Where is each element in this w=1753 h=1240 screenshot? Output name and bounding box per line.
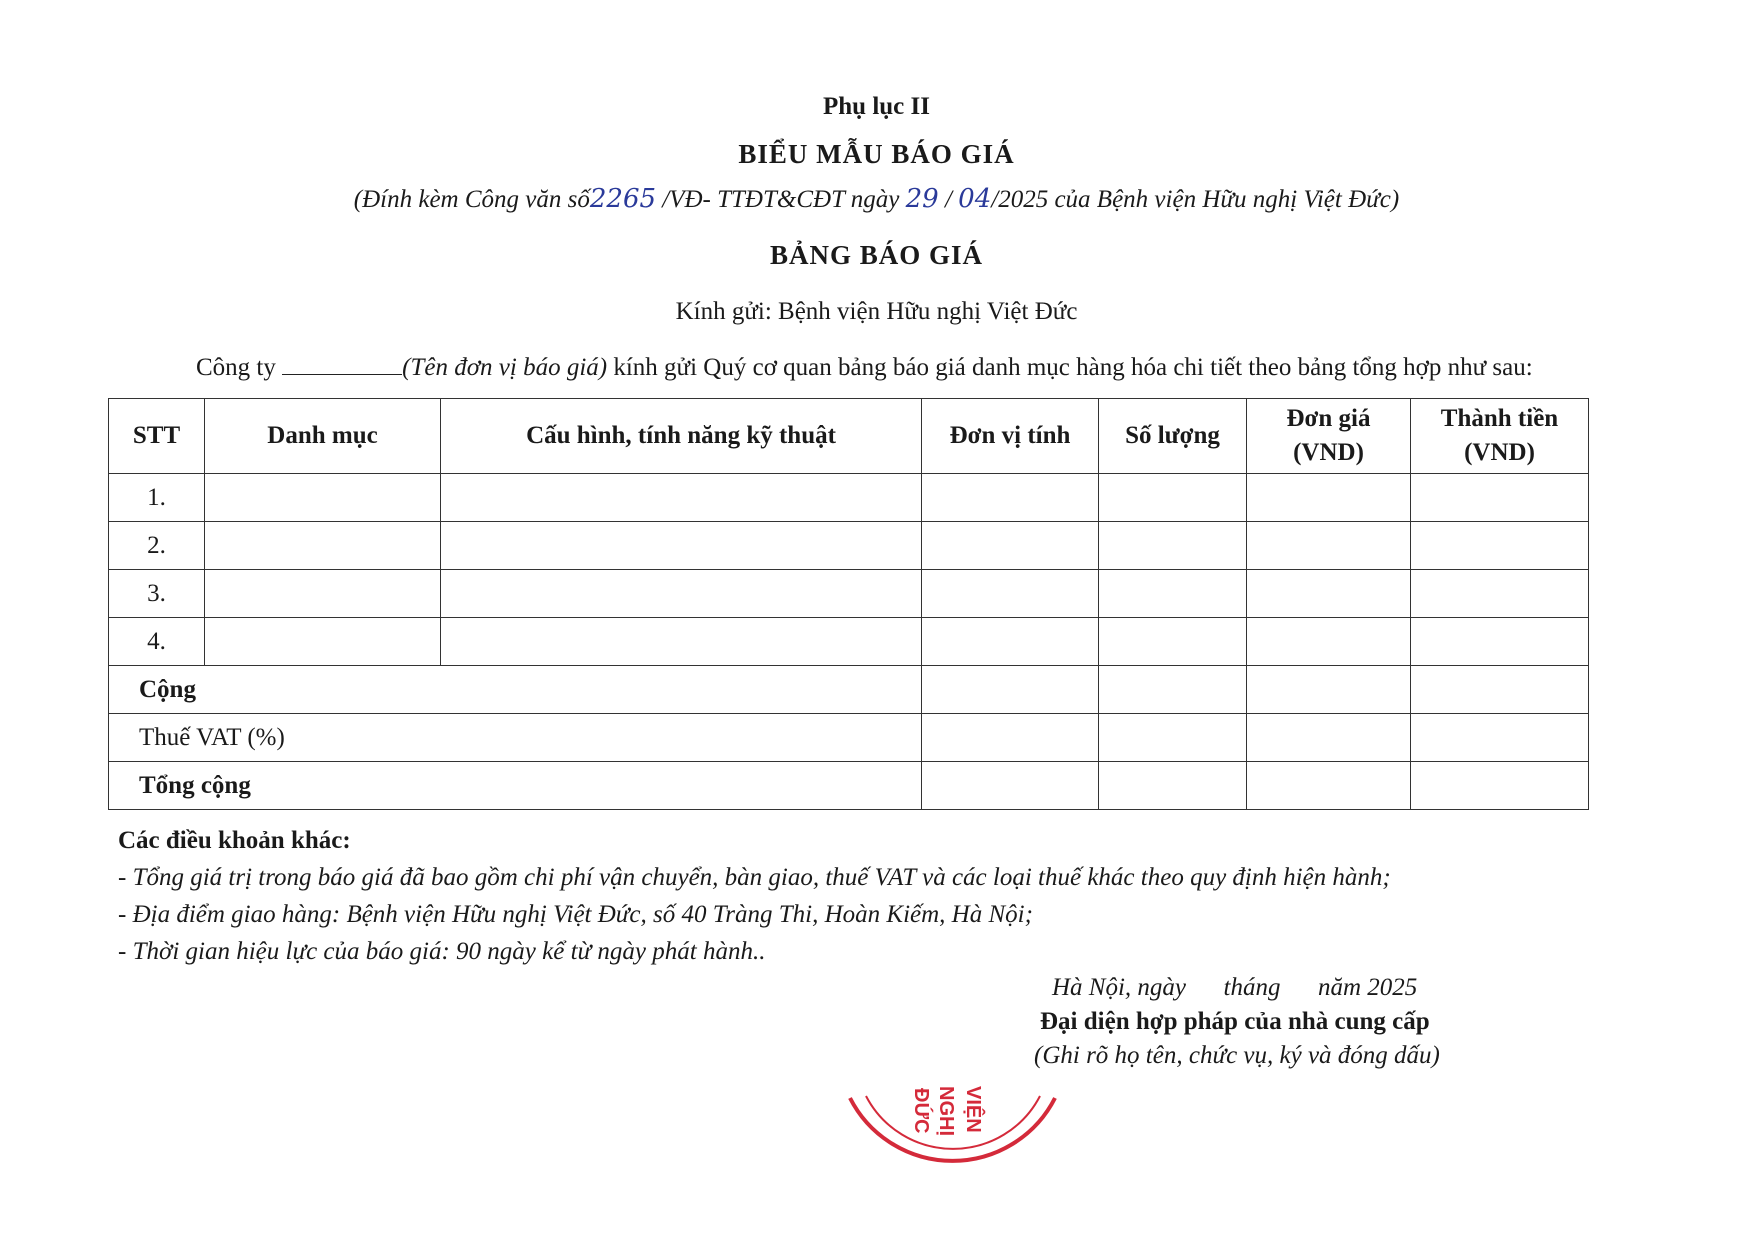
vat-row	[109, 714, 1589, 762]
quantity-cell[interactable]	[1099, 522, 1247, 570]
header-unit: Đơn vị tính	[922, 399, 1099, 474]
grand-total-label: Tổng cộng	[109, 762, 922, 810]
quantity-cell[interactable]	[1099, 618, 1247, 666]
table-row	[109, 570, 1589, 618]
attach-mid: /VĐ- TTĐT&CĐT ngày	[662, 186, 900, 213]
attach-prefix: (Đính kèm Công văn số	[353, 186, 590, 213]
row-number: 3.	[109, 570, 205, 618]
table-row	[109, 618, 1589, 666]
unit-price-cell[interactable]	[1247, 618, 1411, 666]
header-unit-price-line1: Đơn giá	[1286, 405, 1371, 432]
quotation-table	[108, 398, 1589, 810]
quantity-cell[interactable]	[1099, 666, 1247, 714]
date-slash: /	[944, 186, 952, 213]
unit-price-cell[interactable]	[1247, 666, 1411, 714]
stamp-text-line1: VIỆN	[962, 1086, 984, 1133]
unit-price-cell[interactable]	[1247, 762, 1411, 810]
red-stamp	[830, 1058, 1070, 1240]
unit-price-cell[interactable]	[1247, 570, 1411, 618]
category-cell[interactable]	[205, 618, 441, 666]
terms-heading: Các điều khoản khác:	[118, 827, 351, 854]
unit-price-cell[interactable]	[1247, 714, 1411, 762]
quantity-cell[interactable]	[1099, 570, 1247, 618]
unit-price-cell[interactable]	[1247, 522, 1411, 570]
header-unit-price	[1247, 399, 1411, 474]
total-cell[interactable]	[1411, 714, 1589, 762]
row-number: 1.	[109, 474, 205, 522]
header-total	[1411, 399, 1589, 474]
quantity-cell[interactable]	[1099, 714, 1247, 762]
header-category: Danh mục	[205, 399, 441, 474]
total-cell[interactable]	[1411, 522, 1589, 570]
total-cell[interactable]	[1411, 762, 1589, 810]
total-cell[interactable]	[1411, 474, 1589, 522]
row-number: 4.	[109, 618, 205, 666]
category-cell[interactable]	[205, 570, 441, 618]
unit-cell[interactable]	[922, 666, 1099, 714]
table-row	[109, 474, 1589, 522]
spec-cell[interactable]	[441, 474, 922, 522]
recipient-line: Kính gửi: Bệnh viện Hữu nghị Việt Đức	[675, 298, 1078, 325]
handwritten-day: 29	[905, 184, 939, 214]
category-cell[interactable]	[205, 474, 441, 522]
total-cell[interactable]	[1411, 570, 1589, 618]
attachment-note	[0, 184, 1753, 214]
unit-cell[interactable]	[922, 618, 1099, 666]
signature-date: Hà Nội, ngày tháng năm 2025	[1052, 974, 1418, 1001]
company-name-blank	[282, 356, 402, 375]
category-cell[interactable]	[205, 522, 441, 570]
quantity-cell[interactable]	[1099, 474, 1247, 522]
form-title: BIỂU MẪU BÁO GIÁ	[738, 139, 1015, 169]
quantity-cell[interactable]	[1099, 762, 1247, 810]
intro-paragraph	[196, 354, 1533, 382]
stamp-text-line2: NGHỊ	[935, 1086, 957, 1136]
total-cell[interactable]	[1411, 666, 1589, 714]
subtotal-label: Cộng	[109, 666, 922, 714]
term-item: - Tổng giá trị trong báo giá đã bao gồm chi phí vận chuyển, bàn giao, thuế VAT và các loại thuế khác theo quy định hiện hành;	[118, 864, 1391, 891]
spec-cell[interactable]	[441, 618, 922, 666]
terms-section	[118, 822, 1391, 970]
table-title: BẢNG BÁO GIÁ	[769, 240, 984, 270]
unit-cell[interactable]	[922, 762, 1099, 810]
unit-cell[interactable]	[922, 714, 1099, 762]
term-item: - Địa điểm giao hàng: Bệnh viện Hữu nghị Việt Đức, số 40 Tràng Thi, Hoàn Kiếm, Hà Nội;	[118, 901, 1033, 928]
unit-price-cell[interactable]	[1247, 474, 1411, 522]
header-spec: Cấu hình, tính năng kỹ thuật	[441, 399, 922, 474]
handwritten-doc-number: 2265	[589, 184, 657, 214]
subtotal-row	[109, 666, 1589, 714]
intro-prefix: Công ty	[196, 354, 276, 381]
signature-role: Đại diện hợp pháp của nhà cung cấp	[1040, 1008, 1430, 1035]
intro-italic: (Tên đơn vị báo giá)	[402, 354, 608, 381]
unit-cell[interactable]	[922, 522, 1099, 570]
header-total-line2: (VND)	[1464, 439, 1535, 466]
total-cell[interactable]	[1411, 618, 1589, 666]
signature-note: (Ghi rõ họ tên, chức vụ, ký và đóng dấu)	[1034, 1042, 1440, 1069]
header-quantity: Số lượng	[1099, 399, 1247, 474]
table-row	[109, 522, 1589, 570]
handwritten-month: 04	[958, 184, 992, 214]
grand-total-row	[109, 762, 1589, 810]
header-stt: STT	[109, 399, 205, 474]
intro-suffix: kính gửi Quý cơ quan bảng báo giá danh mục hàng hóa chi tiết theo bảng tổng hợp như sau:	[613, 354, 1533, 381]
table-header-row	[109, 399, 1589, 474]
stamp-text-line3: ĐỨC	[910, 1088, 932, 1134]
unit-cell[interactable]	[922, 474, 1099, 522]
spec-cell[interactable]	[441, 522, 922, 570]
unit-cell[interactable]	[922, 570, 1099, 618]
appendix-title: Phụ lục II	[823, 93, 930, 120]
attach-suffix: /2025 của Bệnh viện Hữu nghị Việt Đức)	[991, 186, 1400, 213]
spec-cell[interactable]	[441, 570, 922, 618]
row-number: 2.	[109, 522, 205, 570]
vat-label: Thuế VAT (%)	[109, 714, 922, 762]
header-total-line1: Thành tiền	[1440, 405, 1559, 432]
header-unit-price-line2: (VND)	[1293, 439, 1364, 466]
term-item: - Thời gian hiệu lực của báo giá: 90 ngày kể từ ngày phát hành..	[118, 938, 766, 965]
